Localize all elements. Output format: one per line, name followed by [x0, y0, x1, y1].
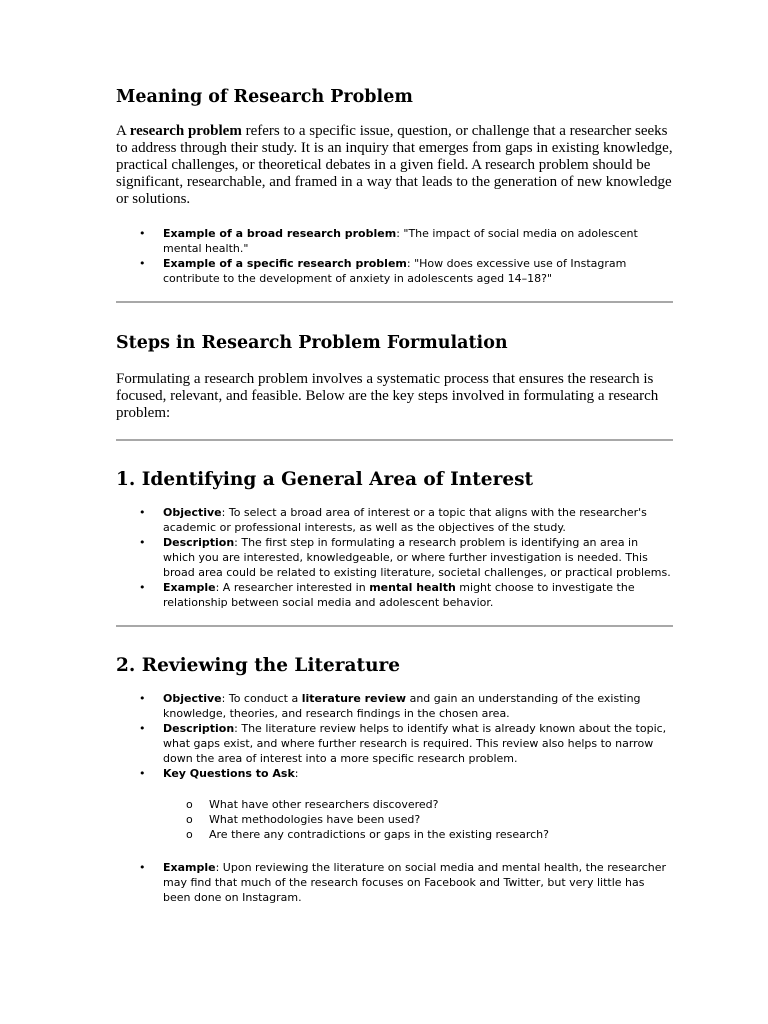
- bold-label: Example: [163, 861, 216, 874]
- text-run: and gain an understanding of the existing knowledge, theories, and research findings in the chosen area.: [163, 692, 641, 720]
- examples-list: [116, 226, 673, 286]
- identifying-list: [116, 505, 673, 610]
- bold-label: Objective: [163, 692, 222, 705]
- text-run: : Upon reviewing the literature on social media and mental health, the researcher may find that much of the research focuses on Facebook and Twitter, but very little has been done on Instagram.: [163, 861, 667, 904]
- bold-label: Example of a specific research problem: [163, 257, 407, 270]
- bold-label: Key Questions to Ask: [163, 767, 295, 780]
- bold-label: Objective: [163, 506, 222, 519]
- bold-label: Example: [163, 581, 216, 594]
- horizontal-rule: [116, 625, 673, 627]
- section-heading-meaning: Meaning of Research Problem: [116, 87, 413, 107]
- list-item: o What have other researchers discovered?: [116, 797, 673, 812]
- bold-term: mental health: [369, 581, 456, 594]
- list-item: [116, 256, 673, 286]
- bold-label: Example of a broad research problem: [163, 227, 397, 240]
- text-run: : The first step in formulating a research problem is identifying an area in which you are interested, knowledgeable, or where further investigation is needed. This broad area could be related to existing literature, societal challenges, or practical problems.: [163, 536, 671, 579]
- text-run: might choose to investigate the relationship between social media and adolescent behavior.: [163, 581, 635, 609]
- text-run: : To conduct a: [221, 692, 302, 705]
- list-item: o What methodologies have been used?: [116, 812, 673, 827]
- text-run: : A researcher interested in: [215, 581, 370, 594]
- list-item: [116, 505, 673, 535]
- horizontal-rule: [116, 301, 673, 303]
- list-item: [116, 691, 673, 721]
- list-item: o Are there any contradictions or gaps in the existing research?: [116, 827, 673, 842]
- list-item: [116, 721, 673, 766]
- list-item: [116, 226, 673, 256]
- section-heading-steps: Steps in Research Problem Formulation: [116, 333, 508, 353]
- text-run: : To select a broad area of interest or a topic that aligns with the researcher's academic or professional interests, as well as the objectives of the study.: [163, 506, 647, 534]
- reviewing-example-list: [116, 860, 673, 905]
- text-run: A: [116, 123, 130, 139]
- horizontal-rule: [116, 439, 673, 441]
- steps-paragraph: Formulating a research problem involves a systematic process that ensures the research is focused, relevant, and feasible. Below are the key steps involved in formulating a research problem:: [116, 371, 659, 421]
- text-run: : "The impact of social media on adolescent mental health.": [163, 227, 638, 255]
- reviewing-list: [116, 691, 673, 781]
- text-run: :: [294, 767, 299, 780]
- bold-term: literature review: [301, 692, 407, 705]
- section-heading-identifying: 1. Identifying a General Area of Interest: [116, 469, 534, 490]
- key-questions-list: [116, 797, 673, 842]
- list-item: [116, 535, 673, 580]
- list-item: [116, 860, 673, 905]
- bold-label: Description: [163, 722, 235, 735]
- document-page: [116, 84, 673, 905]
- bold-term: research problem: [129, 123, 242, 139]
- bold-label: Description: [163, 536, 235, 549]
- list-item: [116, 580, 673, 610]
- meaning-paragraph: [116, 123, 673, 208]
- text-run: : "How does excessive use of Instagram contribute to the development of anxiety in adolescents aged 14–18?": [163, 257, 627, 285]
- list-item: [116, 766, 673, 781]
- text-run: : The literature review helps to identify what is already known about the topic, what gaps exist, and where further research is required. This review also helps to narrow down the area of interest into a more specific research problem.: [163, 722, 667, 765]
- section-heading-reviewing: 2. Reviewing the Literature: [116, 655, 401, 676]
- text-run: refers to a specific issue, question, or challenge that a researcher seeks to address through their study. It is an inquiry that emerges from gaps in existing knowledge, practical challenges, or theoretical debates in a given field. A research problem should be significant, researchable, and framed in a way that leads to the generation of new knowledge or solutions.: [116, 123, 673, 207]
